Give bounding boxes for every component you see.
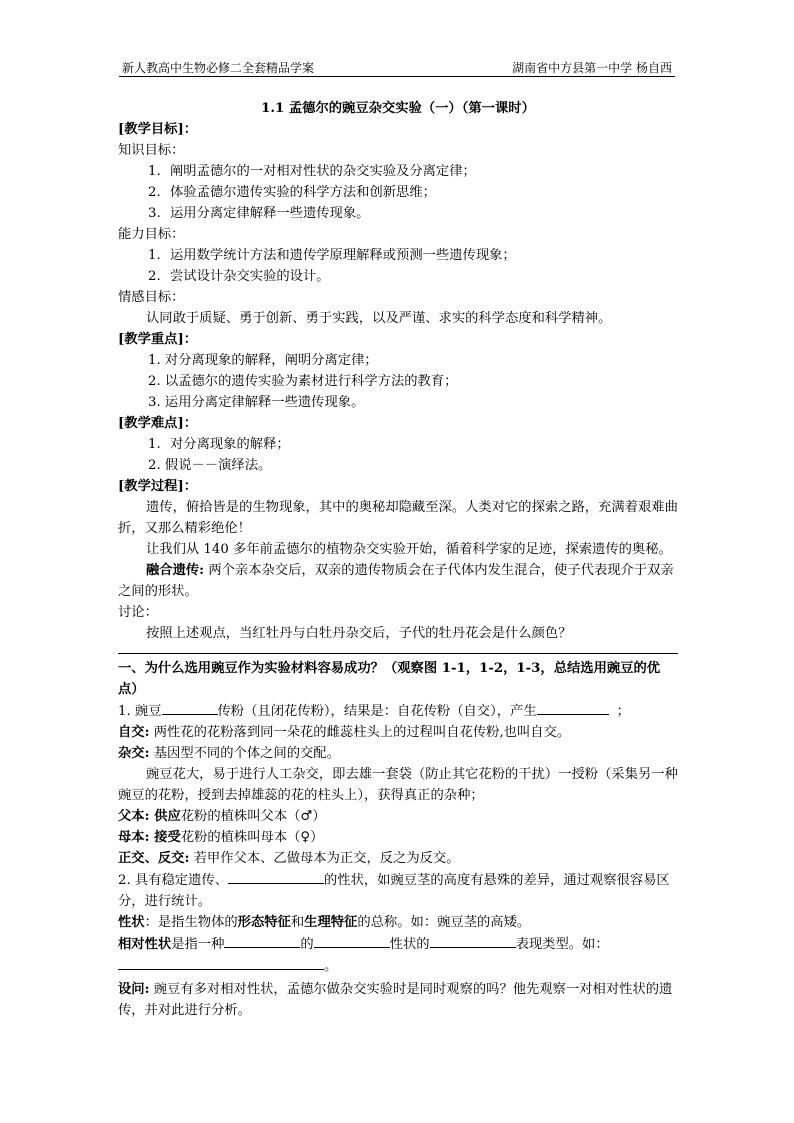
key-points-heading: [教学重点]： [118,332,198,347]
header-left-text: 新人教高中生物必修二全套精品学案 [122,61,315,75]
answer-blank[interactable] [537,700,609,715]
mother-definition: 母本: 接受花粉的植株叫母本（♀） [118,830,324,845]
father-definition: 父本: 供应花粉的植株叫父本（♂） [118,809,326,824]
emotion-goals-label: 情感目标： [118,290,185,305]
document-body [118,98,678,1021]
question-2: 2. 具有稳定遗传、 的性状，如豌豆茎的高度有悬殊的差异，通过观察很容易区分，进行统计。 [118,869,678,912]
key-point-item: 3. 运用分离定律解释一些遗传现象。 [148,395,365,410]
emotion-goal-text: 认同敢于质疑、勇于创新、勇于实践，以及严谨、求实的科学态度和科学精神。 [146,311,612,326]
difficulty-item: 1. 对分离现象的解释； [148,437,290,452]
knowledge-goal-item: 3. 运用分离定律解释一些遗传现象。 [148,206,370,221]
key-point-item: 1. 对分离现象的解释，阐明分离定律； [148,353,378,368]
answer-blank[interactable] [228,869,324,884]
relative-trait-definition: 相对性状是指一种 的 性状的 表现类型。如： [118,933,678,955]
answer-blank[interactable] [430,933,516,948]
relative-trait-example: 。 [118,955,678,977]
header-right-text: 湖南省中方县第一中学 杨自西 [512,61,672,75]
selfing-definition: 自交: 两性花的花粉落到同一朵花的雌蕊柱头上的过程叫自花传粉,也叫自交。 [118,725,571,740]
difficulty-item: 2. 假说－－演绎法。 [148,458,272,473]
trait-definition: 性状：是指生物体的形态特征和生理特征的总称。如：豌豆茎的高矮。 [118,915,531,930]
page-title: 1.1 孟德尔的豌豆杂交实验（一）（第一课时） [261,101,535,116]
reciprocal-cross-definition: 正交、反交: 若甲作父本、乙做母本为正交，反之为反交。 [118,851,460,866]
process-paragraph-1: 遗传，俯拾皆是的生物现象，其中的奥秘却隐藏至深。人类对它的探索之路，充满着艰难曲折，又那么精彩绝伦！ [118,500,678,536]
process-heading: [教学过程]： [118,479,198,494]
question-1: 1. 豌豆 传粉（且闭花传粉），结果是：自花传粉（自交），产生 ； [118,700,678,722]
knowledge-goal-item: 2. 体验孟德尔遗传实验的科学方法和创新思维； [148,185,436,200]
discussion-text: 按照上述观点，当红牡丹与白牡丹杂交后，子代的牡丹花会是什么颜色？ [146,626,572,641]
section1-heading: 一、为什么选用豌豆作为实验材料容易成功？（观察图 1-1，1-2，1-3，总结选用豌豆的优点） [118,661,661,697]
ability-goal-item: 2. 尝试设计杂交实验的设计。 [148,269,330,284]
knowledge-goal-item: 1. 阐明孟德尔的一对相对性状的杂交实验及分离定律； [148,164,476,179]
goals-heading: [教学目标]： [118,122,198,137]
discussion-label: 讨论： [118,605,158,620]
section-divider [118,653,678,654]
question-prompt: 设问: 豌豆有多对相对性状，孟德尔做杂交实验时是同时观察的吗？他先观察一对相对性状的遗传，并对此进行分析。 [118,982,673,1018]
blending-inheritance-paragraph: 融合遗传: 两个亲本杂交后，双亲的遗传物质会在子代体内发生混合，使子代表现介于双亲之间的形状。 [118,563,674,599]
process-paragraph-2: 让我们从 140 多年前孟德尔的植物杂交实验开始，循着科学家的足迹，探索遗传的奥秘。 [146,542,672,557]
difficulties-heading: [教学难点]： [118,416,198,431]
knowledge-goals-label: 知识目标： [118,143,185,158]
ability-goals-label: 能力目标： [118,227,185,242]
ability-goal-item: 1. 运用数学统计方法和遗传学原理解释或预测一些遗传现象； [148,248,516,263]
page-header [119,59,675,77]
answer-blank[interactable] [162,700,218,715]
answer-blank[interactable] [118,955,324,970]
key-point-item: 2. 以孟德尔的遗传实验为素材进行科学方法的教育； [148,374,458,389]
answer-blank[interactable] [224,933,300,948]
cross-definition: 杂交: 基因型不同的个体之间的交配。 [118,746,340,761]
answer-blank[interactable] [314,933,390,948]
pea-cross-paragraph: 豌豆花大，易于进行人工杂交，即去雄一套袋（防止其它花粉的干扰）一授粉（采集另一种豌豆的花粉，授到去掉雄蕊的花的柱头上），获得真正的杂种； [118,767,678,803]
